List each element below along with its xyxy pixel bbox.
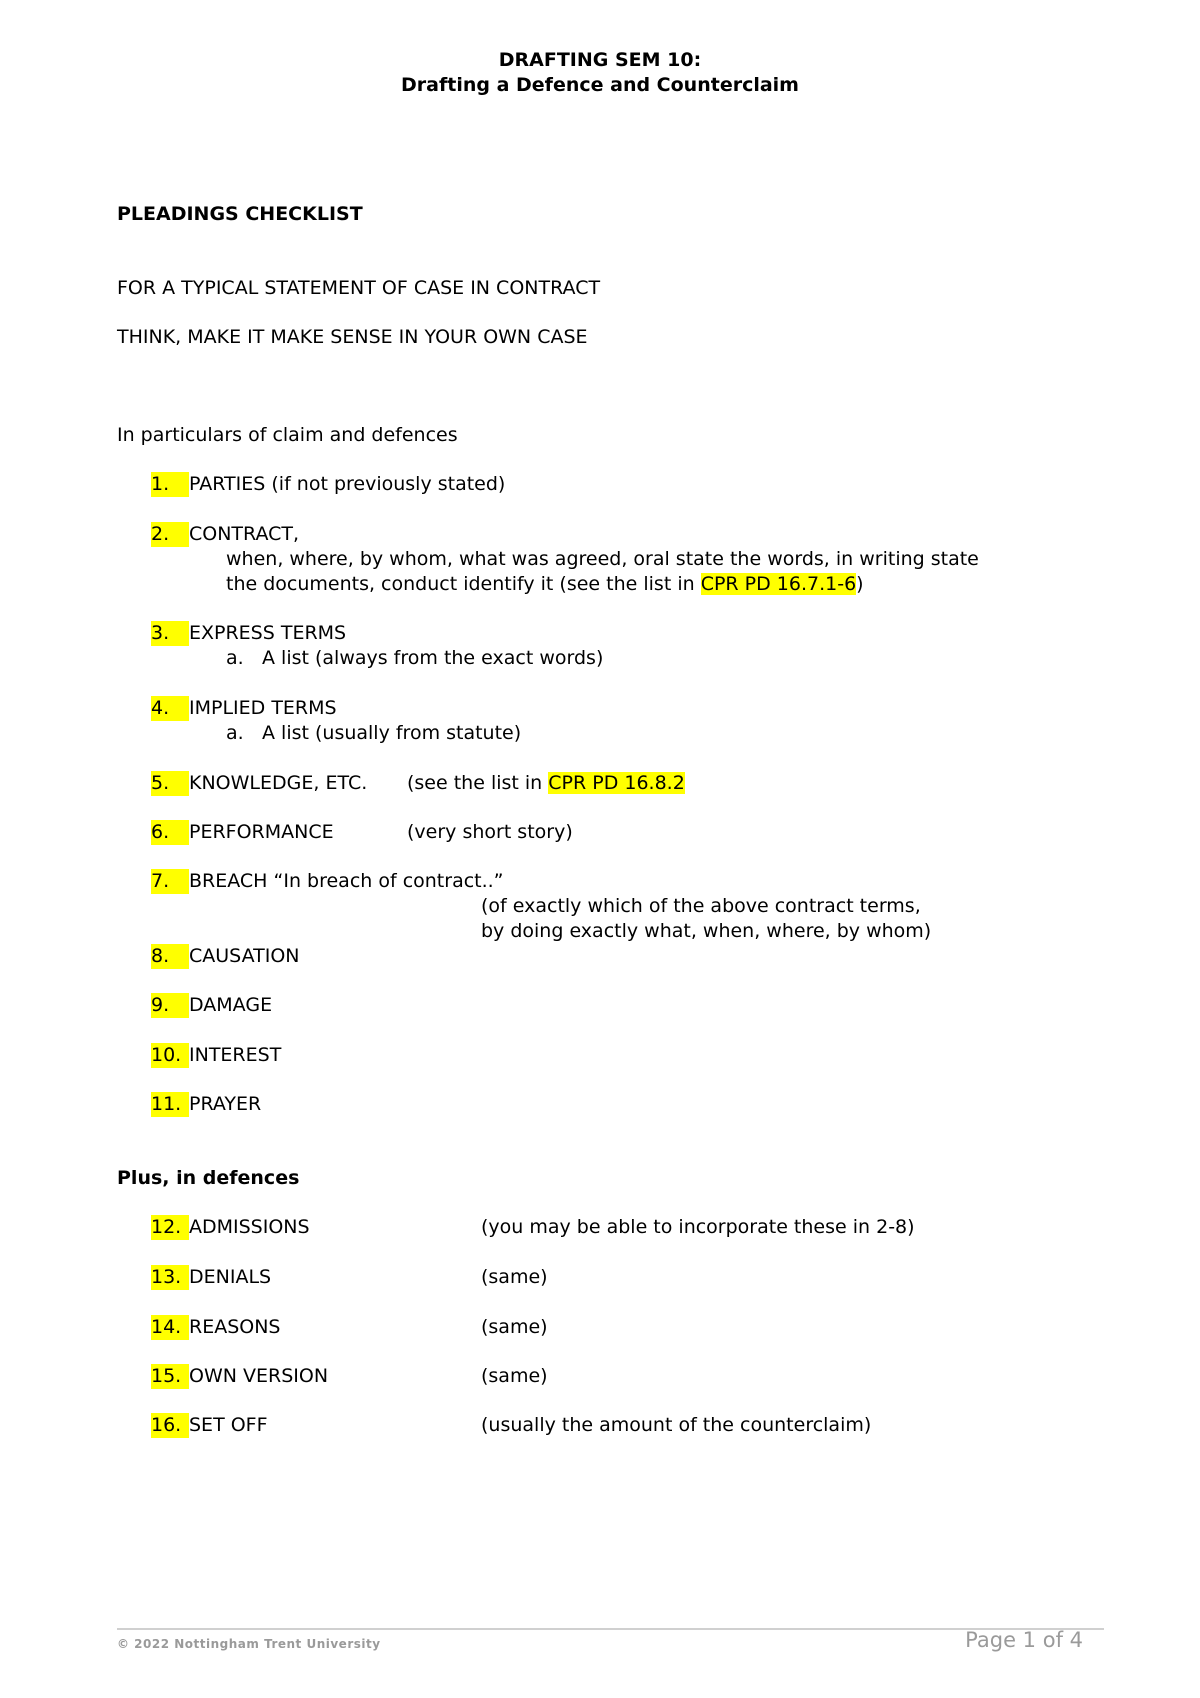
- page-number: Page 1 of 4: [965, 1628, 1083, 1652]
- item-label: DAMAGE: [189, 994, 273, 1016]
- list-item: [151, 944, 299, 969]
- list-item: [151, 1413, 268, 1438]
- item-note: (same): [481, 1365, 548, 1387]
- footer-divider: [117, 1628, 1104, 1630]
- list-item: [151, 1364, 328, 1389]
- item-note: (usually the amount of the counterclaim): [481, 1414, 872, 1436]
- list-item: [151, 472, 505, 497]
- item-number: 4.: [151, 696, 189, 721]
- item-label: PERFORMANCE: [189, 821, 334, 843]
- item-number: 10.: [151, 1043, 189, 1068]
- cpr-reference: CPR PD 16.8.2: [548, 772, 685, 794]
- item-number: 16.: [151, 1413, 189, 1438]
- item-detail: the documents, conduct identify it (see the list in CPR PD 16.7.1-6): [226, 573, 864, 595]
- item-note: (very short story): [407, 821, 573, 843]
- item-label: PARTIES (if not previously stated): [189, 473, 506, 495]
- item-note: (same): [481, 1316, 548, 1338]
- item-number: 2.: [151, 522, 189, 547]
- list-item: [151, 993, 272, 1018]
- item-note: (you may be able to incorporate these in 2-8): [481, 1216, 915, 1238]
- item-label: SET OFF: [189, 1414, 268, 1436]
- item-number: 5.: [151, 771, 189, 796]
- item-label: IMPLIED TERMS: [189, 697, 337, 719]
- list-item: [151, 522, 299, 547]
- section-label: In particulars of claim and defences: [117, 424, 458, 446]
- item-note: (of exactly which of the above contract terms,: [481, 895, 921, 917]
- item-label: CONTRACT,: [189, 523, 300, 545]
- item-number: 1.: [151, 472, 189, 497]
- intro-line-2: THINK, MAKE IT MAKE SENSE IN YOUR OWN CASE: [117, 326, 588, 348]
- item-number: 7.: [151, 869, 189, 894]
- item-label: OWN VERSION: [189, 1365, 329, 1387]
- checklist-heading: PLEADINGS CHECKLIST: [117, 203, 363, 225]
- list-item: [151, 869, 504, 894]
- item-number: 11.: [151, 1092, 189, 1117]
- item-label: KNOWLEDGE, ETC.: [189, 772, 368, 794]
- item-label: CAUSATION: [189, 945, 300, 967]
- footer-copyright: © 2022 Nottingham Trent University: [117, 1637, 381, 1651]
- item-note: (same): [481, 1266, 548, 1288]
- defences-heading: Plus, in defences: [117, 1167, 300, 1189]
- item-label: BREACH “In breach of contract..”: [189, 870, 504, 892]
- item-number: 13.: [151, 1265, 189, 1290]
- intro-line-1: FOR A TYPICAL STATEMENT OF CASE IN CONTRACT: [117, 277, 601, 299]
- list-item: [151, 1315, 281, 1340]
- item-label: DENIALS: [189, 1266, 272, 1288]
- item-number: 8.: [151, 944, 189, 969]
- item-label: PRAYER: [189, 1093, 262, 1115]
- document-subtitle: Drafting a Defence and Counterclaim: [401, 74, 799, 96]
- list-item: [151, 696, 337, 721]
- item-label: ADMISSIONS: [189, 1216, 310, 1238]
- list-item: [151, 1215, 310, 1240]
- item-number: 15.: [151, 1364, 189, 1389]
- list-item: [151, 621, 346, 646]
- item-number: 12.: [151, 1215, 189, 1240]
- list-item: [151, 1265, 271, 1290]
- item-label: INTEREST: [189, 1044, 282, 1066]
- item-label: REASONS: [189, 1316, 281, 1338]
- item-sublist: a. A list (always from the exact words): [226, 647, 604, 669]
- item-note: by doing exactly what, when, where, by whom): [481, 920, 932, 942]
- item-number: 14.: [151, 1315, 189, 1340]
- item-sublist: a. A list (usually from statute): [226, 722, 522, 744]
- item-number: 6.: [151, 820, 189, 845]
- item-number: 9.: [151, 993, 189, 1018]
- list-item: [151, 1043, 281, 1068]
- list-item: [151, 1092, 261, 1117]
- list-item: [151, 771, 367, 796]
- item-detail: when, where, by whom, what was agreed, oral state the words, in writing state: [226, 548, 979, 570]
- list-item: [151, 820, 334, 845]
- document-title: DRAFTING SEM 10:: [498, 49, 702, 71]
- cpr-reference: CPR PD 16.7.1-6: [700, 573, 857, 595]
- item-label: EXPRESS TERMS: [189, 622, 347, 644]
- item-number: 3.: [151, 621, 189, 646]
- item-note: (see the list in CPR PD 16.8.2: [407, 772, 685, 794]
